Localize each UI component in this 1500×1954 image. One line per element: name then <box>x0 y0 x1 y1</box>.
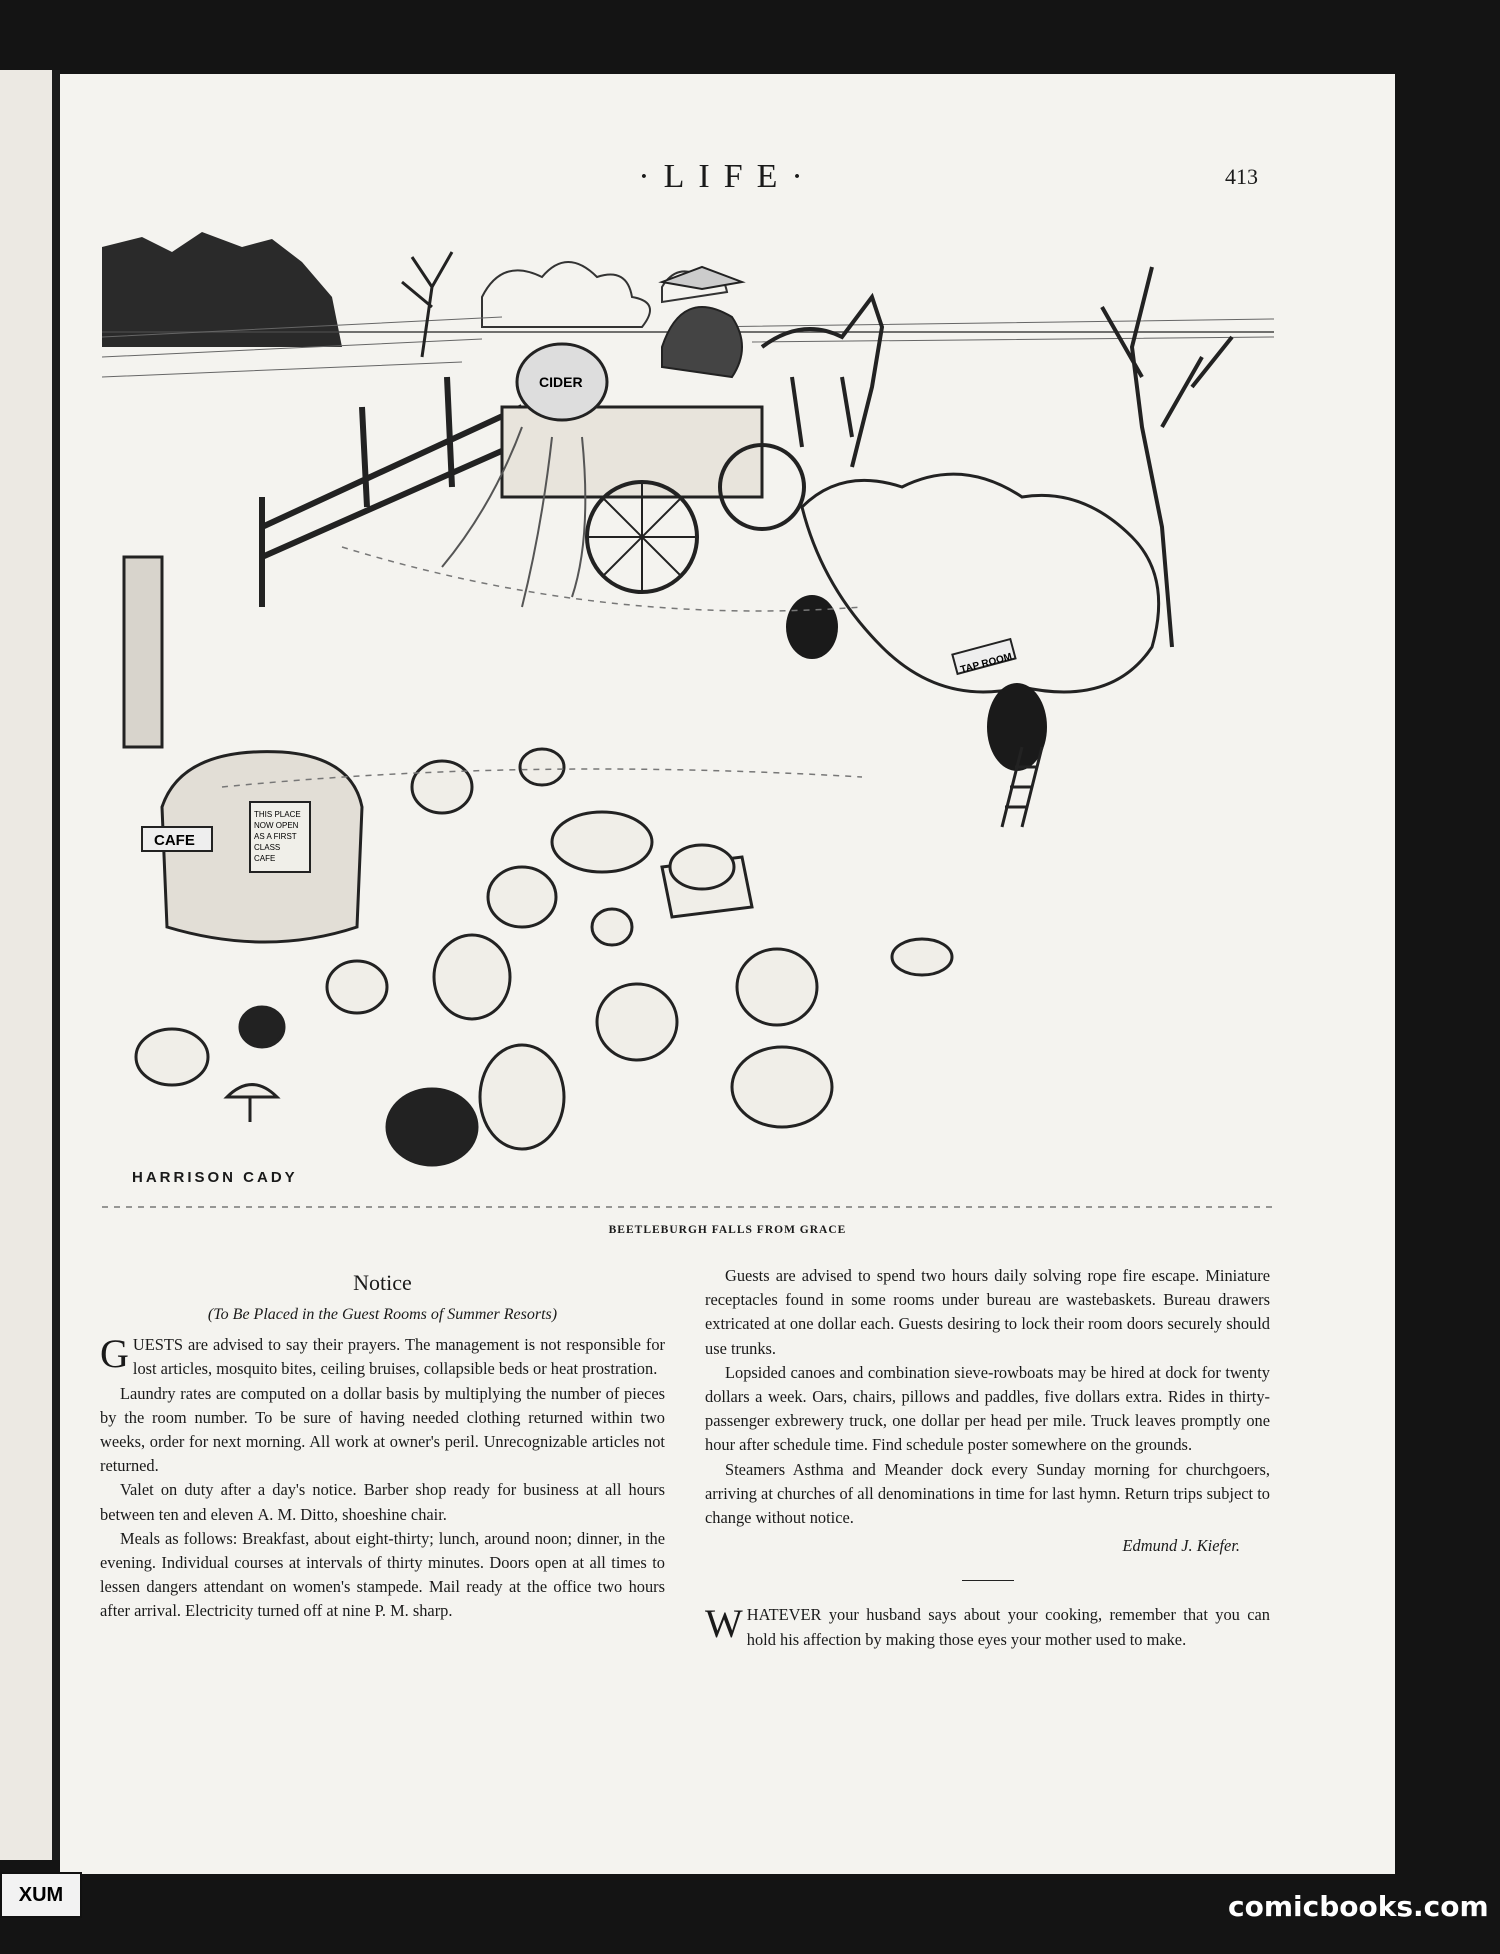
valet-text-2: Ditto, shoeshine chair. <box>296 1504 447 1524</box>
bee-center <box>520 749 564 785</box>
paragraph-canoes: Lopsided canoes and combination sieve-rowboats may be hired at dock for twenty dollars a week. Oars, chairs, pillows and paddles, five dollars extra. Rides in thirty-passenger exbrewery truck, one dollar per head per mile. Truck leaves promptly one hour after schedule time. Find schedule poster somewhere on the grounds. <box>705 1362 1270 1455</box>
book-spine <box>52 70 60 1860</box>
meals-text-1: Meals as follows: Breakfast, about eight-thirty; lunch, around noon; dinner, in the evening. Individual courses at intervals of thirty minutes. Doors open at all times to lessen dangers attendant on women's stampede. Mail ready at the office two hours after arrival. Electricity turned off at nine <box>100 1528 665 1621</box>
meals-pm: P. M. <box>374 1601 409 1621</box>
author-byline: Edmund J. Kiefer. <box>1122 1536 1240 1556</box>
barrel-on-cart <box>670 845 734 889</box>
turtle <box>552 812 652 872</box>
beetle-watermelon <box>434 935 510 1019</box>
frog-left <box>136 1029 208 1085</box>
site-watermark: comicbooks.com <box>1228 1890 1489 1923</box>
tap-room-text: TAP ROOM <box>959 651 1014 676</box>
masthead-dot-right: · <box>791 158 817 195</box>
masthead-title: LIFE <box>663 158 792 195</box>
bug-crawling <box>892 939 952 975</box>
cafe-sign-text: CAFE <box>154 832 195 849</box>
section-divider <box>962 1580 1014 1581</box>
valet-text-1: Valet on duty after a day's notice. Barber shop ready for business at all hours between ten and eleven <box>100 1480 665 1524</box>
artist-signature: HARRISON CADY <box>132 1169 298 1186</box>
archive-tag: XUM <box>0 1872 82 1918</box>
cartoon-illustration <box>102 227 1274 1272</box>
stump-notice-line-3: AS A FIRST <box>254 832 297 841</box>
paragraph-guests-text: UESTS are advised to say their prayers. The management is not responsible for lost articles, mosquito bites, ceiling bruises, collapsible beds or heat prostration. <box>132 1335 665 1379</box>
paragraph-valet <box>100 1478 665 1526</box>
paragraph-fire-escape: Guests are advised to spend two hours daily solving rope fire escape. Miniature receptacles found in some rooms under bureau are wastebaskets. Bureau drawers extricated at one dollar each. Guests desiring to lock their room doors securely should use trunks. <box>705 1266 1270 1358</box>
illustration-background <box>102 227 1274 1272</box>
beetle-striped <box>737 949 817 1025</box>
drop-cap-w: W <box>705 1601 743 1647</box>
page-number: 413 <box>1225 164 1258 189</box>
beetle-red <box>597 984 677 1060</box>
illustration-caption: BEETLEBURGH FALLS FROM GRACE <box>608 1224 847 1236</box>
facing-page-edge <box>0 70 52 1860</box>
paragraph-whatever-text: HATEVER your husband says about your cooking, remember that you can hold his affection by making those eyes your mother used to make. <box>746 1605 1270 1649</box>
cider-label: CIDER <box>539 374 583 390</box>
stump-notice-line-1: THIS PLACE <box>254 810 301 819</box>
masthead-dot-left: · <box>638 158 664 195</box>
frog <box>732 1047 832 1127</box>
stump-notice-line-2: NOW OPEN <box>254 821 299 830</box>
paragraph-whatever <box>705 1603 1270 1651</box>
paragraph-steamers: Steamers Asthma and Meander dock every Sunday morning for churchgoers, arriving at churches of all denominations in time for last hymn. Return trips subject to change without notice. <box>705 1459 1270 1528</box>
article-subtitle: (To Be Placed in the Guest Rooms of Summer Resorts) <box>207 1306 558 1323</box>
fly-left <box>327 961 387 1013</box>
magazine-page <box>60 74 1395 1874</box>
drop-cap-g: G <box>100 1331 129 1377</box>
beetle-large <box>480 1045 564 1149</box>
column-left <box>100 1269 665 1624</box>
article-title: Notice <box>353 1270 412 1295</box>
bug-with-tub <box>488 867 556 927</box>
valet-am: A. M. <box>257 1504 297 1524</box>
small-ladybug <box>592 909 632 945</box>
stump-notice-line-5: CAFE <box>254 854 276 863</box>
burrow-hole-upper <box>786 595 838 659</box>
bug-with-barrel <box>412 761 472 813</box>
meals-text-2: sharp. <box>408 1601 453 1621</box>
paragraph-meals <box>100 1527 665 1624</box>
masthead <box>60 158 1395 196</box>
paragraph-laundry: Laundry rates are computed on a dollar basis by multiplying the number of pieces by the room number. To be sure of having needed clothing returned within two weeks, order for next morning. All work at owner's peril. Unrecognizable articles not returned. <box>100 1383 665 1476</box>
beetle-polka-dot <box>387 1089 477 1165</box>
wagon-wheel-spokes <box>587 482 697 592</box>
paragraph-guests <box>100 1333 665 1381</box>
fence-post-left <box>124 557 162 747</box>
column-right <box>705 1264 1270 1652</box>
stump-notice-line-4: CLASS <box>254 843 281 852</box>
beetle-black-small <box>240 1007 284 1047</box>
